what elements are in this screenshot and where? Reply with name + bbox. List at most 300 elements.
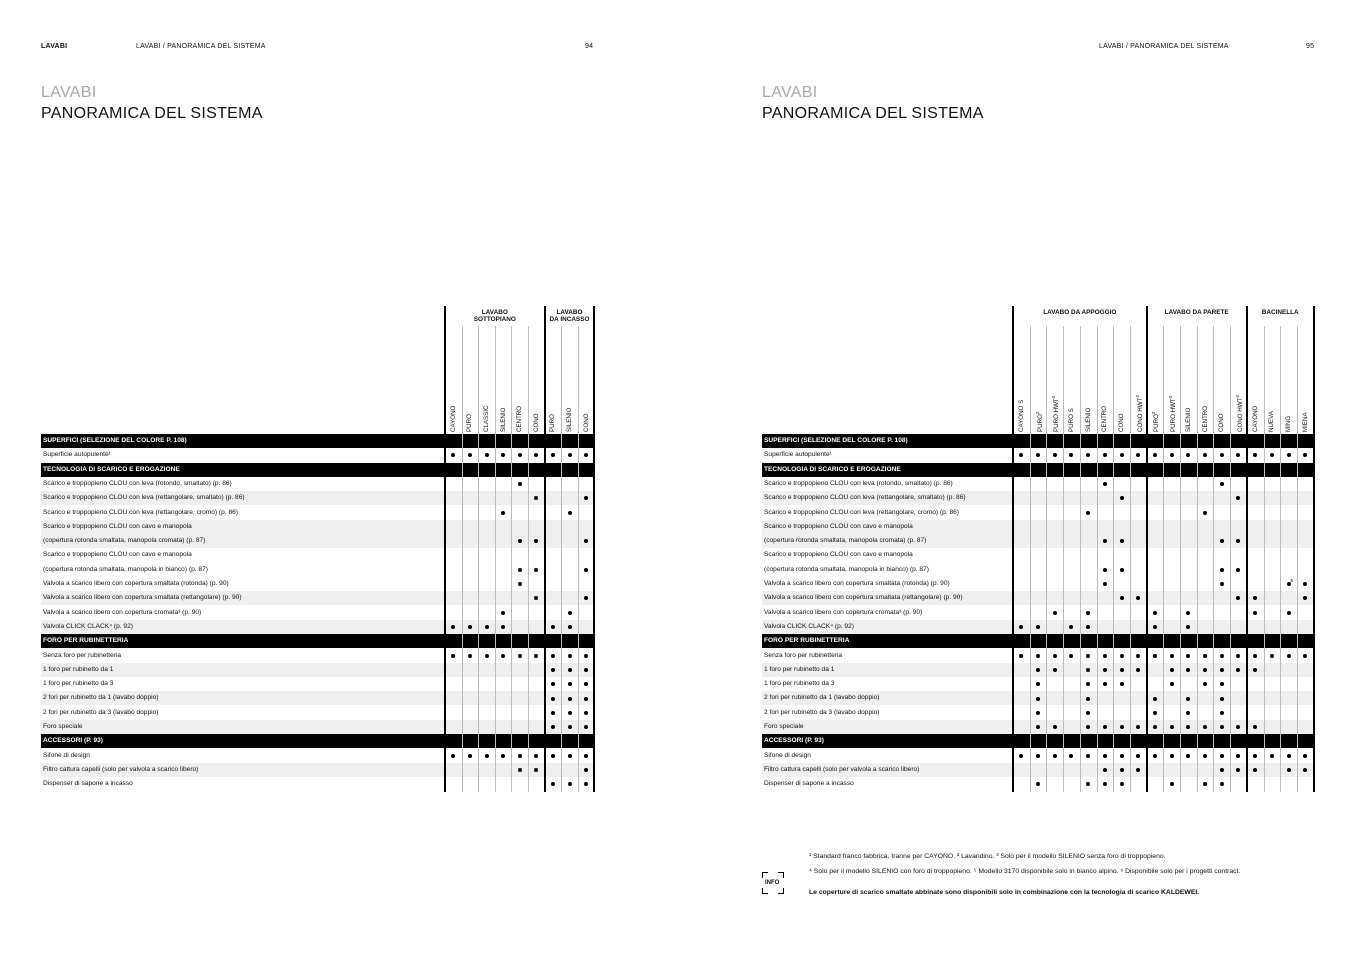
availability-dot	[518, 482, 522, 486]
availability-dot	[1053, 725, 1057, 729]
column-divider	[1264, 326, 1265, 792]
availability-dot	[1186, 654, 1190, 658]
availability-dot	[1186, 711, 1190, 715]
column-divider	[544, 306, 546, 792]
availability-dot	[1220, 453, 1224, 457]
availability-dot	[1253, 611, 1257, 615]
availability-dot	[1103, 453, 1107, 457]
availability-dot	[1036, 654, 1040, 658]
availability-dot	[518, 654, 522, 658]
availability-dot	[1220, 482, 1224, 486]
column-label: CONO	[1218, 413, 1226, 432]
availability-dot	[1036, 668, 1040, 672]
availability-dot	[1186, 754, 1190, 758]
section-header: SUPERFICI (SELEZIONE DEL COLORE P. 108)	[762, 434, 1314, 448]
right-page	[678, 0, 1356, 959]
availability-dot	[584, 453, 588, 457]
column-label: SILENIO	[1084, 407, 1092, 432]
availability-dot	[1086, 782, 1090, 786]
column-header	[1035, 412, 1044, 432]
column-header	[1051, 396, 1060, 432]
availability-dot	[1086, 453, 1090, 457]
column-divider	[495, 326, 496, 792]
column-label: PURO	[549, 414, 557, 432]
column-divider	[1180, 326, 1181, 792]
column-label: SILENIO	[499, 407, 507, 432]
section-header: SUPERFICI (SELEZIONE DEL COLORE P. 108)	[41, 434, 594, 448]
column-header	[1085, 408, 1092, 432]
availability-dot	[1103, 768, 1107, 772]
column-footnote-mark: 3	[1134, 395, 1140, 398]
availability-dot	[1220, 768, 1224, 772]
column-footnote-mark: 3	[1051, 395, 1057, 399]
availability-dot	[534, 568, 538, 572]
table-row-label: 2 fori per rubinetto da 1 (lavabo doppio)	[41, 691, 445, 705]
availability-dot	[1036, 453, 1040, 457]
row-shade	[445, 591, 594, 605]
availability-dot	[1203, 453, 1207, 457]
availability-dot	[1236, 453, 1240, 457]
availability-dot	[568, 611, 572, 615]
column-divider	[1113, 326, 1114, 792]
availability-dot	[485, 625, 489, 629]
availability-dot	[1120, 654, 1124, 658]
column-divider	[578, 326, 579, 792]
availability-dot	[1236, 654, 1240, 658]
column-divider	[1213, 326, 1214, 792]
availability-dot	[1170, 682, 1174, 686]
availability-dot	[568, 682, 572, 686]
availability-dot	[1153, 611, 1157, 615]
section-header: TECNOLOGIA DI SCARICO E EROGAZIONE	[762, 463, 1314, 477]
availability-dot	[1053, 654, 1057, 658]
availability-dot	[1120, 754, 1124, 758]
table-row-label: 1 foro per rubinetto da 1	[762, 663, 1013, 677]
availability-dot	[1270, 754, 1274, 758]
availability-dot	[584, 711, 588, 715]
availability-dot	[568, 511, 572, 515]
column-label: PURO HWT	[1053, 398, 1061, 432]
availability-dot	[1019, 754, 1023, 758]
column-label: CENTRO	[516, 405, 524, 432]
availability-dot	[584, 697, 588, 701]
table-row-label: Valvola a scarico libero con copertura smaltata (rettangolare) (p. 90)	[762, 591, 1013, 605]
availability-dot	[1069, 654, 1073, 658]
column-header	[450, 406, 457, 432]
availability-dot	[1236, 568, 1240, 572]
table-row-label: Valvola a scarico libero con copertura smaltata (rotonda) (p. 90)	[43, 580, 229, 587]
availability-dot	[1220, 682, 1224, 686]
availability-dot	[1153, 754, 1157, 758]
availability-dot	[1120, 768, 1124, 772]
availability-dot	[1103, 782, 1107, 786]
availability-dot	[1153, 711, 1157, 715]
availability-dot	[1103, 754, 1107, 758]
column-label: SILENIO	[1184, 407, 1192, 432]
availability-dot	[1136, 754, 1140, 758]
availability-dot	[451, 754, 455, 758]
availability-dot	[1303, 654, 1307, 658]
availability-dot	[568, 711, 572, 715]
table-row-label: Foro speciale	[41, 720, 445, 734]
title-category: LAVABI	[41, 84, 97, 101]
availability-dot	[1120, 453, 1124, 457]
availability-dot	[468, 625, 472, 629]
column-header	[1118, 413, 1125, 432]
availability-dot	[1203, 511, 1207, 515]
group-header: LAVABO DA INCASSO	[549, 309, 590, 323]
column-label: CENTRO	[1201, 405, 1209, 432]
availability-dot	[1287, 768, 1291, 772]
column-divider	[1046, 326, 1047, 792]
table-row-label: Senza foro per rubinetteria	[764, 651, 843, 659]
column-label: CONO	[532, 413, 540, 432]
availability-dot	[518, 568, 522, 572]
availability-dot	[1186, 697, 1190, 701]
section-header: FORO PER RUBINETTERIA	[41, 634, 594, 648]
availability-dot	[1153, 654, 1157, 658]
header-path: LAVABI / PANORAMICA DEL SISTEMA	[136, 43, 266, 50]
availability-dot	[468, 654, 472, 658]
availability-dot	[1036, 682, 1040, 686]
availability-dot	[551, 725, 555, 729]
table-row-label: Scarico e troppopieno CLOU con cavo e manopola	[43, 551, 192, 559]
column-header	[549, 414, 556, 432]
table-row-label: 2 fori per rubinetto da 1 (lavabo doppio)	[762, 691, 1013, 705]
availability-dot	[1019, 453, 1023, 457]
availability-dot	[1303, 582, 1307, 586]
column-label: PURO HWT	[1170, 398, 1178, 432]
availability-dot	[584, 782, 588, 786]
table-row-label: Superficie autopulente¹	[43, 451, 111, 459]
row-shade	[445, 691, 594, 705]
availability-dot	[584, 754, 588, 758]
availability-dot	[584, 682, 588, 686]
availability-dot	[1086, 511, 1090, 515]
header-section: LAVABI	[41, 43, 68, 50]
column-divider	[593, 306, 595, 792]
availability-dot	[1220, 711, 1224, 715]
availability-dot	[1086, 754, 1090, 758]
column-label: CAYONO	[1251, 405, 1259, 432]
availability-dot	[584, 668, 588, 672]
availability-dot	[1186, 611, 1190, 615]
column-label: CONO	[1118, 413, 1126, 432]
availability-dot	[1136, 453, 1140, 457]
column-header	[1218, 413, 1225, 432]
column-header	[1151, 412, 1160, 432]
availability-dot	[1053, 611, 1057, 615]
column-footnote-mark: 3	[1168, 395, 1174, 399]
availability-dot	[1270, 654, 1274, 658]
group-header: BACINELLA	[1261, 309, 1299, 316]
availability-dot	[551, 754, 555, 758]
row-shade	[445, 720, 594, 734]
column-label: CONO HWT	[1136, 397, 1144, 432]
availability-dot	[1220, 539, 1224, 543]
table-row-label: (copertura rotonda smaltata, manopola in bianco) (p. 87)	[43, 565, 208, 573]
group-header: LAVABO DA PARETE	[1164, 309, 1229, 316]
availability-dot	[551, 625, 555, 629]
table-row-label: Scarico e troppopieno CLOU con leva (rettangolare, cromo) (p. 86)	[764, 508, 959, 516]
availability-dot	[568, 697, 572, 701]
availability-dot	[1086, 682, 1090, 686]
availability-dot	[1120, 725, 1124, 729]
availability-dot	[1036, 754, 1040, 758]
column-divider	[1030, 326, 1031, 792]
availability-dot	[1253, 654, 1257, 658]
column-divider	[561, 326, 562, 792]
availability-dot	[1287, 654, 1291, 658]
availability-dot	[1019, 654, 1023, 658]
table-row-label: Senza foro per rubinetteria	[43, 651, 122, 659]
section-header: FORO PER RUBINETTERIA	[762, 634, 1314, 648]
column-divider	[462, 326, 463, 792]
table-row-label: Sifone di design	[764, 751, 811, 759]
availability-dot	[1170, 654, 1174, 658]
availability-dot	[1103, 654, 1107, 658]
availability-dot	[1086, 654, 1090, 658]
availability-dot	[518, 582, 522, 586]
column-header	[533, 413, 540, 432]
column-label: PURO S	[1067, 408, 1075, 432]
table-row-label: Foro speciale	[762, 720, 1013, 734]
availability-dot	[1220, 725, 1224, 729]
column-divider	[1246, 306, 1248, 792]
table-row-label: Scarico e troppopieno CLOU con cavo e manopola	[41, 520, 445, 534]
availability-dot	[518, 768, 522, 772]
availability-dot	[534, 453, 538, 457]
column-divider	[478, 326, 479, 792]
availability-dot	[551, 453, 555, 457]
column-label: PURO	[1036, 414, 1044, 432]
column-header	[1285, 416, 1292, 432]
dot-footnote-mark: 6	[1290, 578, 1294, 583]
availability-dot	[1203, 754, 1207, 758]
table-row-label: Valvola a scarico libero con copertura smaltata (rettangolare) (p. 90)	[41, 591, 445, 605]
availability-dot	[1170, 782, 1174, 786]
availability-dot	[1203, 782, 1207, 786]
availability-dot	[1153, 453, 1157, 457]
column-label: CENTRO	[1101, 405, 1109, 432]
table-row-label: (copertura rotonda smaltata, manopola in bianco) (p. 87)	[764, 565, 929, 573]
availability-dot	[551, 682, 555, 686]
availability-dot	[1253, 453, 1257, 457]
availability-dot	[451, 654, 455, 658]
availability-dot	[584, 654, 588, 658]
column-header	[1101, 406, 1108, 432]
column-divider	[1063, 326, 1064, 792]
availability-dot	[1287, 611, 1291, 615]
availability-dot	[501, 754, 505, 758]
column-header	[466, 414, 473, 432]
table-row-label: Dispenser di sapone a incasso	[43, 780, 133, 788]
column-header	[1302, 412, 1309, 432]
column-footnote-mark: 2	[1034, 411, 1040, 415]
availability-dot	[1053, 453, 1057, 457]
column-header	[1252, 406, 1259, 432]
availability-dot	[468, 754, 472, 758]
availability-dot	[1170, 754, 1174, 758]
page-number: 95	[1306, 43, 1315, 50]
page-title: PANORAMICA DEL SISTEMA	[762, 105, 984, 122]
availability-dot	[518, 453, 522, 457]
column-header	[483, 406, 490, 432]
column-divider	[1146, 306, 1148, 792]
info-text: Le coperture di scarico smaltate abbinate sono disponibili solo in combinazione con la tecnologia di scarico KALDEWEI.	[809, 889, 1200, 896]
column-header	[1202, 406, 1209, 432]
availability-dot	[1220, 697, 1224, 701]
column-label: CAYONO S	[1017, 399, 1025, 432]
availability-dot	[1036, 782, 1040, 786]
column-label: PURO	[466, 414, 474, 432]
column-header	[1168, 396, 1177, 432]
table-row-label: 1 foro per rubinetto da 3	[43, 680, 114, 688]
column-divider	[444, 306, 446, 792]
table-row-label: Valvola CLICK CLACK⁴ (p. 92)	[762, 620, 1013, 634]
column-divider	[528, 326, 529, 792]
availability-dot	[551, 711, 555, 715]
availability-dot	[1203, 654, 1207, 658]
column-header	[566, 408, 573, 432]
availability-dot	[1270, 453, 1274, 457]
availability-dot	[551, 654, 555, 658]
column-header	[1268, 411, 1275, 432]
availability-dot	[501, 611, 505, 615]
availability-dot	[551, 782, 555, 786]
availability-dot	[568, 725, 572, 729]
availability-dot	[1103, 582, 1107, 586]
availability-dot	[534, 754, 538, 758]
column-label: CAYONO	[449, 405, 457, 432]
table-row-label: Superficie autopulente¹	[764, 451, 832, 459]
column-label: PURO	[1153, 414, 1161, 432]
availability-dot	[568, 625, 572, 629]
availability-dot	[1053, 668, 1057, 672]
column-divider	[1230, 326, 1231, 792]
availability-dot	[1203, 682, 1207, 686]
column-divider	[511, 326, 512, 792]
availability-dot	[1303, 453, 1307, 457]
availability-dot	[568, 754, 572, 758]
availability-dot	[568, 782, 572, 786]
page-title: PANORAMICA DEL SISTEMA	[41, 105, 263, 122]
availability-dot	[1086, 711, 1090, 715]
table-row-label: 2 fori per rubinetto da 3 (lavabo doppio)	[764, 708, 880, 716]
column-header	[1135, 395, 1144, 432]
table-row-label: 2 fori per rubinetto da 3 (lavabo doppio)	[43, 708, 159, 716]
group-header: LAVABO SOTTOPIANO	[473, 309, 516, 323]
column-header	[500, 408, 507, 432]
availability-dot	[485, 453, 489, 457]
availability-dot	[551, 668, 555, 672]
availability-dot	[1103, 668, 1107, 672]
section-header: TECNOLOGIA DI SCARICO E EROGAZIONE	[41, 463, 594, 477]
table-row-label: Valvola a scarico libero con copertura cromata³ (p. 90)	[43, 608, 202, 616]
availability-dot	[1120, 782, 1124, 786]
availability-dot	[1236, 754, 1240, 758]
column-label: NUEVA	[1268, 411, 1276, 432]
column-divider	[1313, 306, 1315, 792]
availability-dot	[1103, 725, 1107, 729]
availability-dot	[1120, 539, 1124, 543]
column-header	[1235, 395, 1244, 432]
info-label: INFO	[765, 880, 780, 886]
group-header: LAVABO DA APPOGGIO	[1043, 309, 1117, 316]
column-divider	[1197, 326, 1198, 792]
availability-dot	[1203, 668, 1207, 672]
availability-dot	[551, 697, 555, 701]
column-divider	[1280, 326, 1281, 792]
column-divider	[1130, 326, 1131, 792]
column-footnote-mark: 3	[1234, 395, 1240, 398]
availability-dot	[534, 654, 538, 658]
section-header: ACCESSORI (P. 93)	[41, 734, 594, 748]
availability-dot	[1170, 668, 1174, 672]
column-divider	[1080, 326, 1081, 792]
table-row-label: Filtro cattura capelli (solo per valvola a scarico libero)	[762, 763, 1013, 777]
table-row-label: Valvola CLICK CLACK⁴ (p. 92)	[41, 620, 445, 634]
availability-dot	[1120, 568, 1124, 572]
availability-dot	[1103, 482, 1107, 486]
table-row-label: 1 foro per rubinetto da 3	[764, 680, 835, 688]
table-row-label: Scarico e troppopieno CLOU con leva (rotondo, smaltato) (p. 86)	[43, 479, 232, 487]
availability-dot	[501, 453, 505, 457]
availability-dot	[1120, 496, 1124, 500]
availability-dot	[1170, 725, 1174, 729]
availability-dot	[1287, 754, 1291, 758]
availability-dot	[1287, 453, 1291, 457]
availability-dot	[1220, 654, 1224, 658]
column-header	[1018, 400, 1025, 432]
info-icon	[762, 872, 784, 894]
availability-dot	[1253, 754, 1257, 758]
availability-dot	[1303, 754, 1307, 758]
table-row-label: Scarico e troppopieno CLOU con cavo e manopola	[762, 520, 1013, 534]
table-row-label: Filtro cattura capelli (solo per valvola a scarico libero)	[41, 763, 445, 777]
availability-dot	[568, 453, 572, 457]
column-label: MING	[1285, 415, 1293, 432]
availability-dot	[1186, 453, 1190, 457]
table-row-label: Scarico e troppopieno CLOU con leva (rettangolare, smaltato) (p. 86)	[762, 491, 1013, 505]
table-row-label: Valvola a scarico libero con copertura smaltata (rotonda) (p. 90)	[764, 580, 950, 587]
column-header	[1185, 408, 1192, 432]
column-label: CLASSIC	[483, 405, 490, 432]
table-row-label: Scarico e troppopieno CLOU con cavo e manopola	[764, 551, 913, 559]
availability-dot	[518, 539, 522, 543]
column-label: MIENA	[1301, 412, 1309, 432]
availability-dot	[1153, 697, 1157, 701]
availability-dot	[1086, 697, 1090, 701]
table-row-label: Dispenser di sapone a incasso	[764, 780, 854, 788]
page-number: 94	[585, 43, 594, 50]
column-label: CONO HWT	[1237, 397, 1244, 432]
column-divider	[1012, 306, 1014, 792]
availability-dot	[1103, 568, 1107, 572]
column-label: CONO	[582, 413, 590, 432]
availability-dot	[518, 754, 522, 758]
column-divider	[1297, 326, 1298, 792]
header-path: LAVABI / PANORAMICA DEL SISTEMA	[1099, 43, 1229, 50]
table-row-label: Scarico e troppopieno CLOU con leva (rettangolare, cromo) (p. 86)	[43, 508, 238, 516]
column-footnote-mark: 2	[1151, 411, 1157, 415]
availability-dot	[468, 453, 472, 457]
table-row-label: Scarico e troppopieno CLOU con leva (rettangolare, smaltato) (p. 86)	[41, 491, 445, 505]
availability-dot	[1103, 682, 1107, 686]
availability-dot	[568, 668, 572, 672]
column-header	[516, 406, 523, 432]
availability-dot	[501, 511, 505, 515]
